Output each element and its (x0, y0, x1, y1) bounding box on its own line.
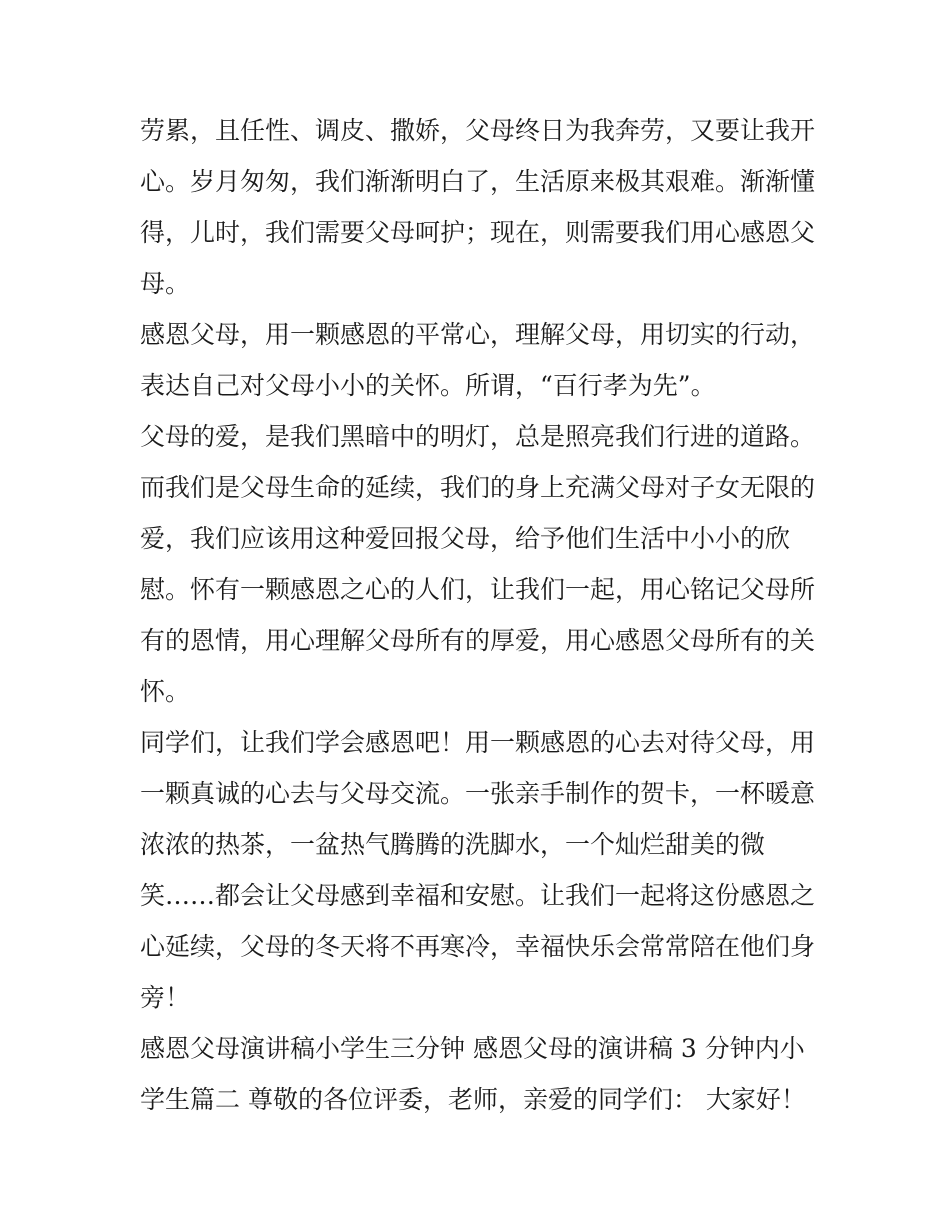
text-line: 有的恩情，用心理解父母所有的厚爱，用心感恩父母所有的关 (140, 626, 816, 655)
text-line: 心延续，父母的冬天将不再寒冷，幸福快乐会常常陪在他们身 (140, 932, 816, 961)
text-line: 爱，我们应该用这种爱回报父母，给予他们生活中小小的欣 (140, 524, 791, 553)
text-line: 感恩父母演讲稿小学生三分钟 感恩父母的演讲稿 3 分钟内小 (140, 1034, 805, 1063)
text-line: 感恩父母，用一颗感恩的平常心，理解父母，用切实的行动， (140, 320, 816, 349)
document-body (140, 105, 820, 1125)
text-line: 怀。 (140, 677, 191, 706)
text-line: 得，儿时，我们需要父母呵护；现在，则需要我们用心感恩父 (140, 218, 816, 247)
text-line: 劳累，且任性、调皮、撒娇，父母终日为我奔劳，又要让我开 (140, 116, 816, 145)
text-line: 慰。怀有一颗感恩之心的人们，让我们一起，用心铭记父母所 (140, 575, 816, 604)
text-line: 学生篇二 尊敬的各位评委，老师，亲爱的同学们： 大家好！ (140, 1085, 806, 1114)
text-line: 浓浓的热茶，一盆热气腾腾的洗脚水，一个灿烂甜美的微 (140, 830, 766, 859)
text-line: 父母的爱，是我们黑暗中的明灯，总是照亮我们行进的道路。 (140, 422, 816, 451)
text-line: 而我们是父母生命的延续，我们的身上充满父母对子女无限的 (140, 473, 816, 502)
text-line: 表达自己对父母小小的关怀。所谓，“百行孝为先”。 (140, 371, 716, 400)
text-line: 旁！ (140, 983, 191, 1012)
text-line: 心。岁月匆匆，我们渐渐明白了，生活原来极其艰难。渐渐懂 (140, 167, 816, 196)
text-line: 同学们，让我们学会感恩吧！用一颗感恩的心去对待父母，用 (140, 728, 816, 757)
text-line: 笑……都会让父母感到幸福和安慰。让我们一起将这份感恩之 (140, 881, 816, 910)
text-line: 母。 (140, 269, 191, 298)
text-line: 一颗真诚的心去与父母交流。一张亲手制作的贺卡，一杯暖意 (140, 779, 816, 808)
